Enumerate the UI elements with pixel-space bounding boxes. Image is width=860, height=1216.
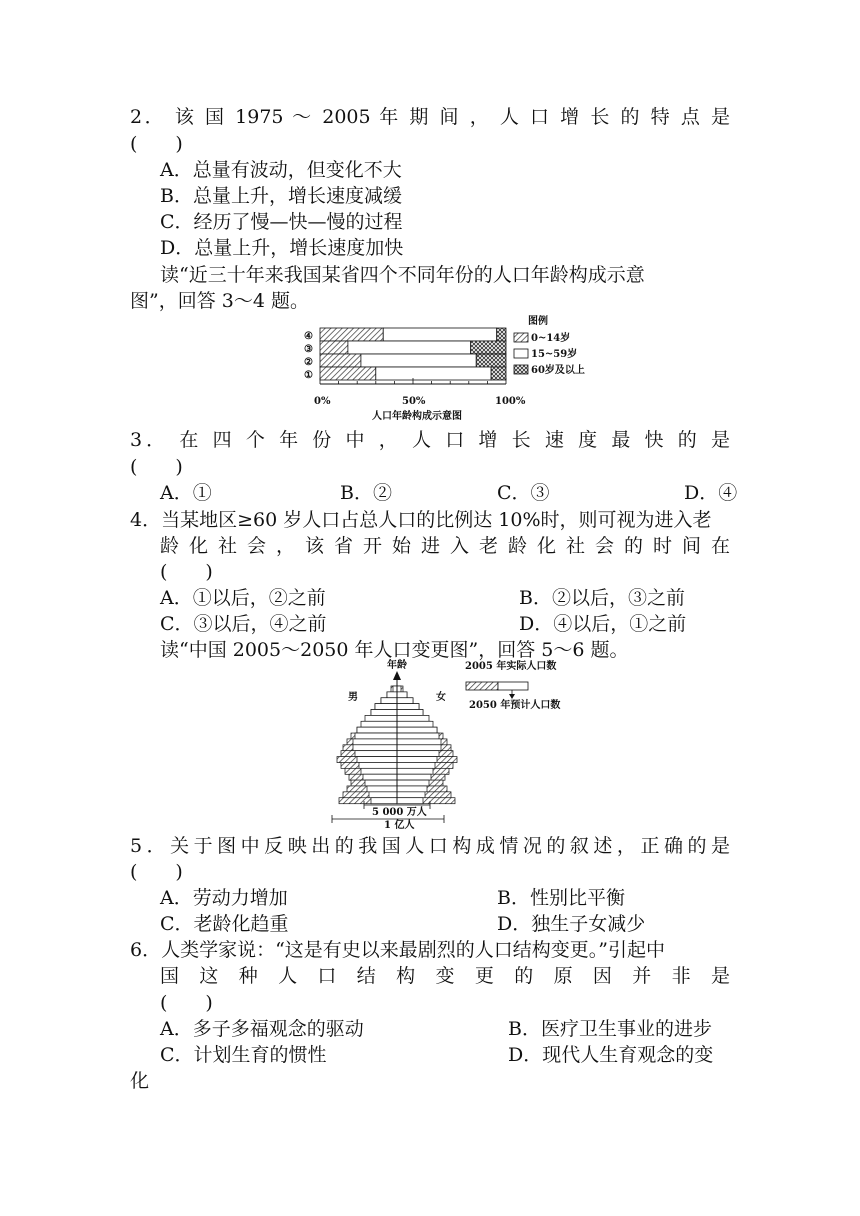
legend-arrow-icon	[509, 694, 515, 699]
q5-stem: 5．关于图中反映出的我国人口构成情况的叙述，正确的是	[130, 835, 730, 857]
pyramid-legend-projected: 2050 年预计人口数	[469, 700, 561, 711]
pyramid-axis-label: 年龄	[387, 660, 407, 671]
q4-answer-paren: ( )	[160, 561, 213, 583]
bar-young	[320, 328, 383, 341]
pyramid-male-label: 男	[348, 692, 358, 703]
pyramid-bar-projected	[359, 762, 397, 768]
bar-young	[320, 354, 361, 367]
q3-stem: 3． 在 四 个 年 份 中 ， 人 口 增 长 速 度 最 快 的 是	[130, 429, 730, 451]
pyramid-bar-projected	[365, 780, 397, 786]
fig1-legend-working: 15~59岁	[531, 349, 578, 360]
legend-swatch-young	[514, 333, 528, 342]
pyramid-bar-projected	[397, 704, 419, 710]
legend-swatch-working	[514, 349, 528, 358]
pyramid-bar-projected	[397, 739, 441, 745]
pyramid-bar-projected	[357, 757, 397, 763]
pyramid-bar-projected	[397, 692, 407, 698]
fig1-row-label: ②	[304, 357, 313, 368]
pyramid-bar-projected	[361, 721, 397, 727]
q6-stem-line1: 6．人类学家说：“这是有史以来最剧烈的人口结构变更。”引起中	[130, 939, 666, 961]
q3-answer-paren: ( )	[130, 456, 183, 478]
pyramid-bar-projected	[397, 792, 425, 798]
q3-option-c: C．③	[497, 482, 550, 504]
pyramid-bar-projected	[369, 792, 397, 798]
q4-option-c: C．③以后，④之前	[160, 613, 327, 635]
q5-answer-paren: ( )	[130, 861, 183, 883]
q2-option-c: C．经历了慢—快—慢的过程	[160, 211, 403, 233]
pyramid-bar-projected	[397, 780, 429, 786]
axis-arrow-icon	[393, 671, 401, 680]
q4-option-b: B．②以后，③之前	[519, 587, 685, 609]
pyramid-bar-projected	[397, 715, 429, 721]
fig1-row-label: ①	[304, 370, 313, 381]
pyramid-bar-projected	[397, 710, 423, 716]
bar-old	[497, 328, 506, 341]
pyramid-female-label: 女	[436, 692, 446, 703]
q2-option-a: A．总量有波动，但变化不大	[160, 159, 402, 181]
pyramid-bar-projected	[355, 751, 397, 757]
pyramid-bar-projected	[397, 768, 433, 774]
q2-option-b: B．总量上升，增长速度减缓	[160, 185, 402, 207]
fig1-legend-young: 0~14岁	[531, 333, 571, 344]
bar-working	[376, 367, 491, 380]
q6-option-d-tail: 化	[130, 1070, 150, 1092]
pyramid-bar-projected	[355, 733, 397, 739]
pyramid-bar-projected	[367, 786, 397, 792]
fig1-tick-50: 50%	[402, 396, 426, 407]
bar-old	[476, 354, 506, 367]
intro-q3-4-line2: 图”，回答 3～4 题。	[130, 290, 309, 312]
bar-working	[383, 328, 496, 341]
q4-stem-line2: 龄 化 社 会 ， 该 省 开 始 进 入 老 龄 化 社 会 的 时 间 在	[160, 535, 730, 557]
population-pyramid-figure	[330, 658, 570, 830]
q3-option-a: A．①	[160, 482, 212, 504]
bar-working	[348, 341, 471, 354]
pyramid-bar-projected	[375, 704, 397, 710]
pyramid-bar-projected	[387, 692, 397, 698]
fig1-tick-100: 100%	[495, 396, 526, 407]
bar-old	[471, 341, 506, 354]
pyramid-bar-projected	[361, 768, 397, 774]
q3-option-b: B．②	[340, 482, 392, 504]
fig1-row-label: ④	[304, 331, 313, 342]
q2-option-d: D．总量上升，增长速度加快	[160, 237, 404, 259]
pyramid-bar-projected	[397, 786, 427, 792]
legend-swatch-old	[514, 365, 528, 374]
pyramid-bar-projected	[353, 745, 397, 751]
bar-old	[491, 367, 506, 380]
pyramid-scale-small: 5 000 万人	[372, 807, 427, 818]
pyramid-bar-projected	[397, 798, 423, 804]
pyramid-bar-projected	[393, 686, 397, 692]
pyramid-scale-large: 1 亿人	[384, 820, 415, 830]
pyramid-bar-projected	[397, 721, 433, 727]
bar-young	[320, 367, 376, 380]
bar-young	[320, 341, 348, 354]
pyramid-legend-actual: 2005 年实际人口数	[465, 661, 557, 672]
pyramid-bar-projected	[363, 774, 397, 780]
q4-option-d: D．④以后，①之前	[519, 613, 687, 635]
pyramid-bar-projected	[371, 710, 397, 716]
q6-option-c: C．计划生育的惯性	[160, 1044, 327, 1066]
pyramid-bar-projected	[397, 762, 435, 768]
fig1-row-label: ③	[304, 344, 313, 355]
pyramid-bar-projected	[397, 757, 437, 763]
pyramid-bar-projected	[381, 698, 397, 704]
pyramid-bar-projected	[397, 698, 413, 704]
pyramid-bar-projected	[397, 774, 431, 780]
age-composition-figure	[290, 312, 600, 424]
legend-swatch-projected	[498, 682, 528, 690]
pyramid-bar-projected	[357, 727, 397, 733]
q3-option-d: D．④	[684, 482, 738, 504]
fig1-tick-0: 0%	[314, 396, 331, 407]
q6-option-a: A．多子多福观念的驱动	[160, 1018, 364, 1040]
bar-working	[361, 354, 476, 367]
q5-option-a: A．劳动力增加	[160, 887, 288, 909]
intro-q3-4-line1: 读“近三十年来我国某省四个不同年份的人口年龄构成示意	[160, 264, 645, 286]
fig1-title: 人口年龄构成示意图	[372, 411, 462, 422]
q2-stem: 2． 该 国 1975 ～ 2005 年 期 间 ， 人 口 增 长 的 特 点 是	[130, 106, 730, 128]
q6-option-b: B．医疗卫生事业的进步	[508, 1018, 712, 1040]
pyramid-bar-projected	[397, 686, 401, 692]
pyramid-bar-projected	[397, 751, 439, 757]
intro-q5-6: 读“中国 2005～2050 年人口变更图”，回答 5～6 题。	[160, 639, 629, 661]
fig1-legend-old: 60岁及以上	[531, 365, 585, 376]
legend-swatch-actual	[466, 682, 498, 690]
q6-option-d: D．现代人生育观念的变	[508, 1044, 714, 1066]
pyramid-bar-projected	[397, 745, 441, 751]
q5-option-c: C．老龄化趋重	[160, 913, 289, 935]
q4-option-a: A．①以后，②之前	[160, 587, 326, 609]
q5-option-b: B．性别比平衡	[497, 887, 625, 909]
pyramid-bar-projected	[397, 727, 437, 733]
fig1-legend-title: 图例	[528, 316, 548, 327]
q2-answer-paren: ( )	[130, 133, 183, 155]
pyramid-bar-projected	[365, 715, 397, 721]
pyramid-bar-projected	[397, 733, 439, 739]
q6-answer-paren: ( )	[160, 992, 213, 1014]
q5-option-d: D．独生子女减少	[497, 913, 646, 935]
pyramid-bar-projected	[353, 739, 397, 745]
pyramid-bar-projected	[371, 798, 397, 804]
q6-stem-line2: 国 这 种 人 口 结 构 变 更 的 原 因 并 非 是	[160, 965, 730, 987]
q4-stem-line1: 4．当某地区≥60 岁人口占总人口的比例达 10%时，则可视为进入老	[130, 509, 712, 531]
